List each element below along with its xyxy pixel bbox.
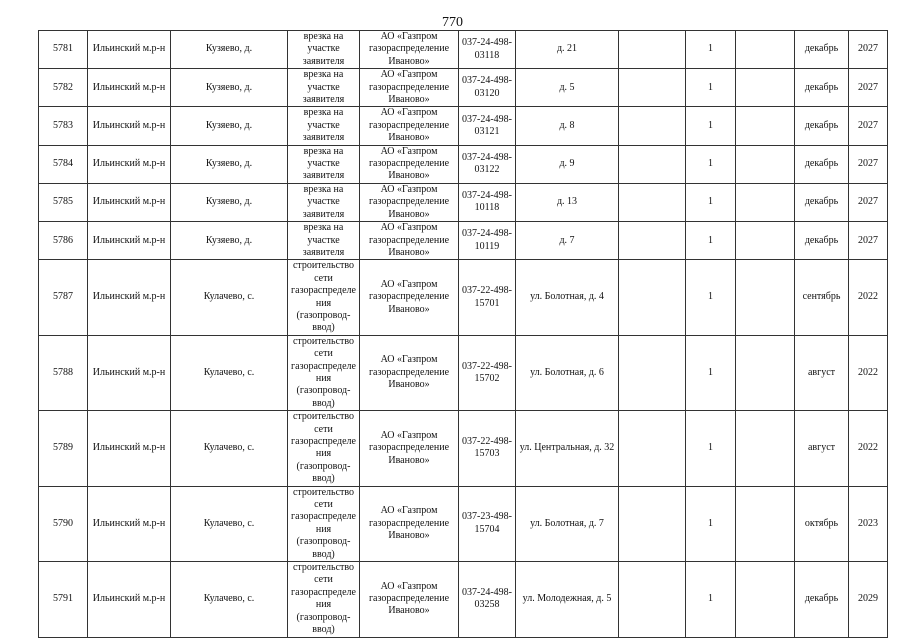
settlement-cell: Кузяево, д. <box>171 69 288 107</box>
district-cell: Ильинский м.р-н <box>88 31 171 69</box>
work-type-cell: врезка на участке заявителя <box>288 107 360 145</box>
month-cell: сентябрь <box>795 260 849 335</box>
work-type-cell: строительство сети газораспределения (газопровод-ввод) <box>288 260 360 335</box>
table-row <box>39 222 888 260</box>
empty-cell <box>619 411 686 486</box>
district-cell: Ильинский м.р-н <box>88 260 171 335</box>
district-cell: Ильинский м.р-н <box>88 107 171 145</box>
organization-cell: АО «Газпром газораспределение Иваново» <box>360 260 459 335</box>
address-cell: д. 8 <box>516 107 619 145</box>
quantity-cell: 1 <box>686 411 736 486</box>
organization-cell: АО «Газпром газораспределение Иваново» <box>360 222 459 260</box>
district-cell: Ильинский м.р-н <box>88 183 171 221</box>
table-row <box>39 411 888 486</box>
quantity-cell: 1 <box>686 486 736 561</box>
object-code-cell: 037-22-498-15701 <box>459 260 516 335</box>
table-row <box>39 486 888 561</box>
organization-cell: АО «Газпром газораспределение Иваново» <box>360 107 459 145</box>
work-type-cell: врезка на участке заявителя <box>288 183 360 221</box>
settlement-cell: Кулачево, с. <box>171 335 288 410</box>
object-code-cell: 037-24-498-03258 <box>459 562 516 637</box>
quantity-cell: 1 <box>686 335 736 410</box>
address-cell: д. 13 <box>516 183 619 221</box>
row-number-cell: 5789 <box>39 411 88 486</box>
row-number-cell: 5790 <box>39 486 88 561</box>
object-code-cell: 037-23-498-15704 <box>459 486 516 561</box>
row-number-cell: 5791 <box>39 562 88 637</box>
empty-cell <box>736 145 795 183</box>
month-cell: декабрь <box>795 107 849 145</box>
object-code-cell: 037-22-498-15702 <box>459 335 516 410</box>
empty-cell <box>736 222 795 260</box>
month-cell: декабрь <box>795 69 849 107</box>
month-cell: декабрь <box>795 31 849 69</box>
empty-cell <box>619 107 686 145</box>
quantity-cell: 1 <box>686 145 736 183</box>
empty-cell <box>619 69 686 107</box>
empty-cell <box>736 411 795 486</box>
work-type-cell: врезка на участке заявителя <box>288 145 360 183</box>
row-number-cell: 5781 <box>39 31 88 69</box>
work-type-cell: врезка на участке заявителя <box>288 31 360 69</box>
row-number-cell: 5783 <box>39 107 88 145</box>
year-cell: 2027 <box>849 69 888 107</box>
empty-cell <box>619 31 686 69</box>
address-cell: д. 7 <box>516 222 619 260</box>
empty-cell <box>619 335 686 410</box>
empty-cell <box>736 335 795 410</box>
address-cell: д. 21 <box>516 31 619 69</box>
organization-cell: АО «Газпром газораспределение Иваново» <box>360 486 459 561</box>
year-cell: 2027 <box>849 31 888 69</box>
table-row <box>39 145 888 183</box>
quantity-cell: 1 <box>686 69 736 107</box>
year-cell: 2022 <box>849 411 888 486</box>
organization-cell: АО «Газпром газораспределение Иваново» <box>360 31 459 69</box>
quantity-cell: 1 <box>686 260 736 335</box>
empty-cell <box>619 260 686 335</box>
row-number-cell: 5782 <box>39 69 88 107</box>
empty-cell <box>619 486 686 561</box>
month-cell: август <box>795 335 849 410</box>
work-type-cell: врезка на участке заявителя <box>288 69 360 107</box>
work-type-cell: строительство сети газораспределения (газопровод-ввод) <box>288 486 360 561</box>
district-cell: Ильинский м.р-н <box>88 145 171 183</box>
row-number-cell: 5784 <box>39 145 88 183</box>
district-cell: Ильинский м.р-н <box>88 222 171 260</box>
district-cell: Ильинский м.р-н <box>88 69 171 107</box>
month-cell: декабрь <box>795 222 849 260</box>
empty-cell <box>736 562 795 637</box>
empty-cell <box>619 222 686 260</box>
organization-cell: АО «Газпром газораспределение Иваново» <box>360 562 459 637</box>
settlement-cell: Кузяево, д. <box>171 222 288 260</box>
row-number-cell: 5788 <box>39 335 88 410</box>
settlement-cell: Кузяево, д. <box>171 145 288 183</box>
month-cell: декабрь <box>795 562 849 637</box>
settlement-cell: Кузяево, д. <box>171 107 288 145</box>
year-cell: 2027 <box>849 222 888 260</box>
table-row <box>39 335 888 410</box>
table-row <box>39 562 888 637</box>
month-cell: декабрь <box>795 183 849 221</box>
work-type-cell: строительство сети газораспределения (газопровод-ввод) <box>288 411 360 486</box>
district-cell: Ильинский м.р-н <box>88 486 171 561</box>
quantity-cell: 1 <box>686 183 736 221</box>
district-cell: Ильинский м.р-н <box>88 562 171 637</box>
year-cell: 2022 <box>849 260 888 335</box>
organization-cell: АО «Газпром газораспределение Иваново» <box>360 411 459 486</box>
settlement-cell: Кузяево, д. <box>171 183 288 221</box>
district-cell: Ильинский м.р-н <box>88 411 171 486</box>
object-code-cell: 037-24-498-03118 <box>459 31 516 69</box>
work-type-cell: врезка на участке заявителя <box>288 222 360 260</box>
year-cell: 2029 <box>849 562 888 637</box>
table-row <box>39 31 888 69</box>
row-number-cell: 5785 <box>39 183 88 221</box>
settlement-cell: Кузяево, д. <box>171 31 288 69</box>
quantity-cell: 1 <box>686 31 736 69</box>
address-cell: д. 9 <box>516 145 619 183</box>
year-cell: 2027 <box>849 183 888 221</box>
empty-cell <box>736 107 795 145</box>
empty-cell <box>736 31 795 69</box>
settlement-cell: Кулачево, с. <box>171 562 288 637</box>
gasification-table <box>38 30 888 638</box>
organization-cell: АО «Газпром газораспределение Иваново» <box>360 69 459 107</box>
empty-cell <box>736 260 795 335</box>
month-cell: декабрь <box>795 145 849 183</box>
organization-cell: АО «Газпром газораспределение Иваново» <box>360 145 459 183</box>
address-cell: ул. Болотная, д. 6 <box>516 335 619 410</box>
object-code-cell: 037-24-498-03120 <box>459 69 516 107</box>
row-number-cell: 5786 <box>39 222 88 260</box>
settlement-cell: Кулачево, с. <box>171 260 288 335</box>
empty-cell <box>619 562 686 637</box>
empty-cell <box>736 69 795 107</box>
settlement-cell: Кулачево, с. <box>171 411 288 486</box>
table-row <box>39 107 888 145</box>
empty-cell <box>619 183 686 221</box>
work-type-cell: строительство сети газораспределения (газопровод-ввод) <box>288 335 360 410</box>
empty-cell <box>619 145 686 183</box>
empty-cell <box>736 183 795 221</box>
year-cell: 2022 <box>849 335 888 410</box>
settlement-cell: Кулачево, с. <box>171 486 288 561</box>
year-cell: 2027 <box>849 145 888 183</box>
month-cell: октябрь <box>795 486 849 561</box>
quantity-cell: 1 <box>686 562 736 637</box>
object-code-cell: 037-24-498-10119 <box>459 222 516 260</box>
month-cell: август <box>795 411 849 486</box>
address-cell: ул. Болотная, д. 4 <box>516 260 619 335</box>
table-row <box>39 183 888 221</box>
object-code-cell: 037-22-498-15703 <box>459 411 516 486</box>
year-cell: 2023 <box>849 486 888 561</box>
object-code-cell: 037-24-498-03122 <box>459 145 516 183</box>
organization-cell: АО «Газпром газораспределение Иваново» <box>360 335 459 410</box>
empty-cell <box>736 486 795 561</box>
quantity-cell: 1 <box>686 107 736 145</box>
table-row <box>39 260 888 335</box>
row-number-cell: 5787 <box>39 260 88 335</box>
page-number: 770 <box>442 15 463 30</box>
address-cell: ул. Молодежная, д. 5 <box>516 562 619 637</box>
address-cell: ул. Болотная, д. 7 <box>516 486 619 561</box>
district-cell: Ильинский м.р-н <box>88 335 171 410</box>
quantity-cell: 1 <box>686 222 736 260</box>
object-code-cell: 037-24-498-03121 <box>459 107 516 145</box>
table-row <box>39 69 888 107</box>
year-cell: 2027 <box>849 107 888 145</box>
organization-cell: АО «Газпром газораспределение Иваново» <box>360 183 459 221</box>
address-cell: ул. Центральная, д. 32 <box>516 411 619 486</box>
address-cell: д. 5 <box>516 69 619 107</box>
object-code-cell: 037-24-498-10118 <box>459 183 516 221</box>
work-type-cell: строительство сети газораспределения (газопровод-ввод) <box>288 562 360 637</box>
